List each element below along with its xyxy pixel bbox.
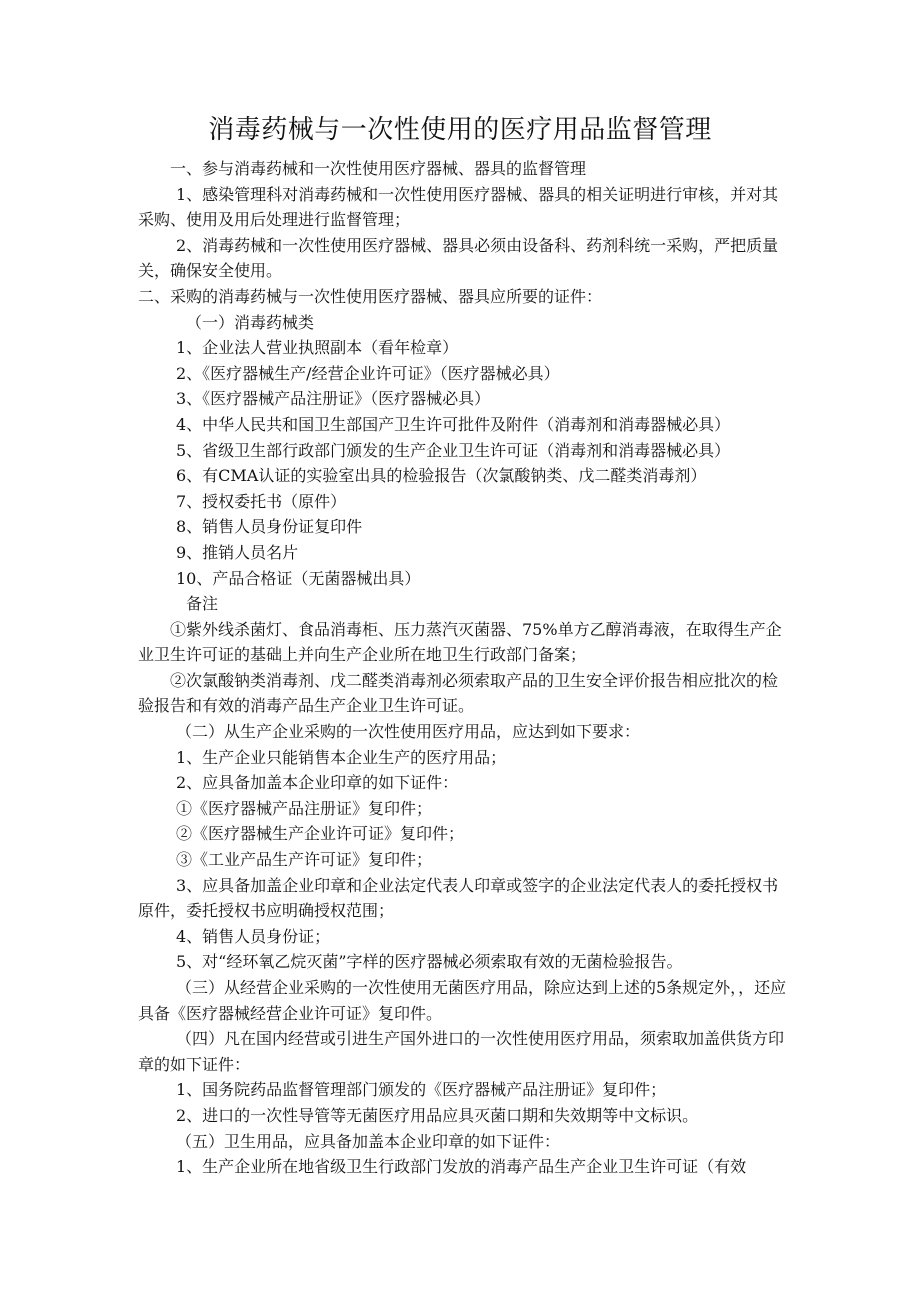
document-title: 消毒药械与一次性使用的医疗用品监督管理: [208, 115, 712, 145]
list-item: 1、国务院药品监督管理部门颁发的《医疗器械产品注册证》复印件；: [176, 1080, 667, 1100]
section-heading-2: 二、采购的消毒药械与一次性使用医疗器械、器具应所要的证件：: [138, 286, 603, 306]
list-item: ①《医疗器械产品注册证》复印件；: [176, 798, 433, 818]
paragraph: 2、消毒药械和一次性使用医疗器械、器具必须由设备科、药剂科统一采购，严把质量关，确保安全使用。: [138, 235, 779, 281]
document-body: [138, 156, 788, 1180]
list-item: 4、中华人民共和国卫生部国产卫生许可批件及附件（消毒剂和消毒器械必具）: [176, 414, 731, 434]
subsection-heading: （一）消毒药械类: [186, 312, 315, 332]
list-item: 4、销售人员身份证；: [176, 926, 331, 946]
list-item: 2、应具备加盖本企业印章的如下证件：: [176, 773, 459, 793]
list-item: 5、对“经环氧乙烷灭菌”字样的医疗器械必须索取有效的无菌检验报告。: [176, 952, 683, 972]
list-item: 5、省级卫生部行政部门颁发的生产企业卫生许可证（消毒剂和消毒器械必具）: [176, 440, 731, 460]
list-item: 1、生产企业所在地省级卫生行政部门发放的消毒产品生产企业卫生许可证（有效: [176, 1157, 747, 1177]
list-item: 7、授权委托书（原件）: [176, 491, 347, 511]
section-heading-1: 一、参与消毒药械和一次性使用医疗器械、器具的监督管理: [170, 159, 587, 178]
note-heading: 备注: [186, 594, 219, 614]
list-item: 1、企业法人营业执照副本（看年检章）: [176, 338, 459, 358]
list-item: 2、进口的一次性导管等无菌医疗用品应具灭菌口期和失效期等中文标识。: [176, 1105, 699, 1125]
list-item: 1、生产企业只能销售本企业生产的医疗用品；: [176, 747, 507, 767]
note-item: ②次氯酸钠类消毒剂、戊二醛类消毒剂必须索取产品的卫生安全评价报告相应批次的检验报告和有效的消毒产品生产企业卫生许可证。: [138, 670, 779, 716]
list-item: 3、《医疗器械产品注册证》（医疗器械必具）: [176, 389, 491, 409]
list-item: 9、推销人员名片: [176, 542, 299, 562]
list-item: ③《工业产品生产许可证》复印件；: [176, 850, 433, 870]
note-item: ①紫外线杀菌灯、食品消毒柜、压力蒸汽灭菌器、75%单方乙醇消毒液，在取得生产企业卫生许可证的基础上并向生产企业所在地卫生行政部门备案；: [138, 619, 782, 665]
subsection-heading: （二）从生产企业采购的一次性使用医疗用品，应达到如下要求：: [176, 722, 641, 742]
subsection-heading: （五）卫生用品，应具备加盖本企业印章的如下证件：: [176, 1131, 561, 1151]
list-item: 6、有CMA认证的实验室出具的检验报告（次氯酸钠类、戊二醛类消毒剂）: [176, 466, 707, 486]
paragraph: 1、感染管理科对消毒药械和一次性使用医疗器械、器具的相关证明进行审核，并对其采购、使用及用后处理进行监督管理；: [138, 184, 779, 230]
list-item: 3、应具备加盖企业印章和企业法定代表人印章或签字的企业法定代表人的委托授权书原件，委托授权书应明确授权范围；: [138, 875, 779, 921]
list-item: ②《医疗器械生产企业许可证》复印件；: [176, 824, 465, 844]
list-item: 8、销售人员身份证复印件: [176, 517, 363, 537]
subsection-paragraph: （三）从经营企业采购的一次性使用无菌医疗用品，除应达到上述的5条规定外，，还应具备《医疗器械经营企业许可证》复印件。: [138, 978, 787, 1023]
subsection-paragraph: （四）凡在国内经营或引进生产国外进口的一次性使用医疗用品，须索取加盖供货方印章的如下证件：: [138, 1029, 785, 1074]
list-item: 10、产品合格证（无菌器械出具）: [176, 568, 421, 588]
list-item: 2、《医疗器械生产/经营企业许可证》（医疗器械必具）: [176, 363, 560, 383]
